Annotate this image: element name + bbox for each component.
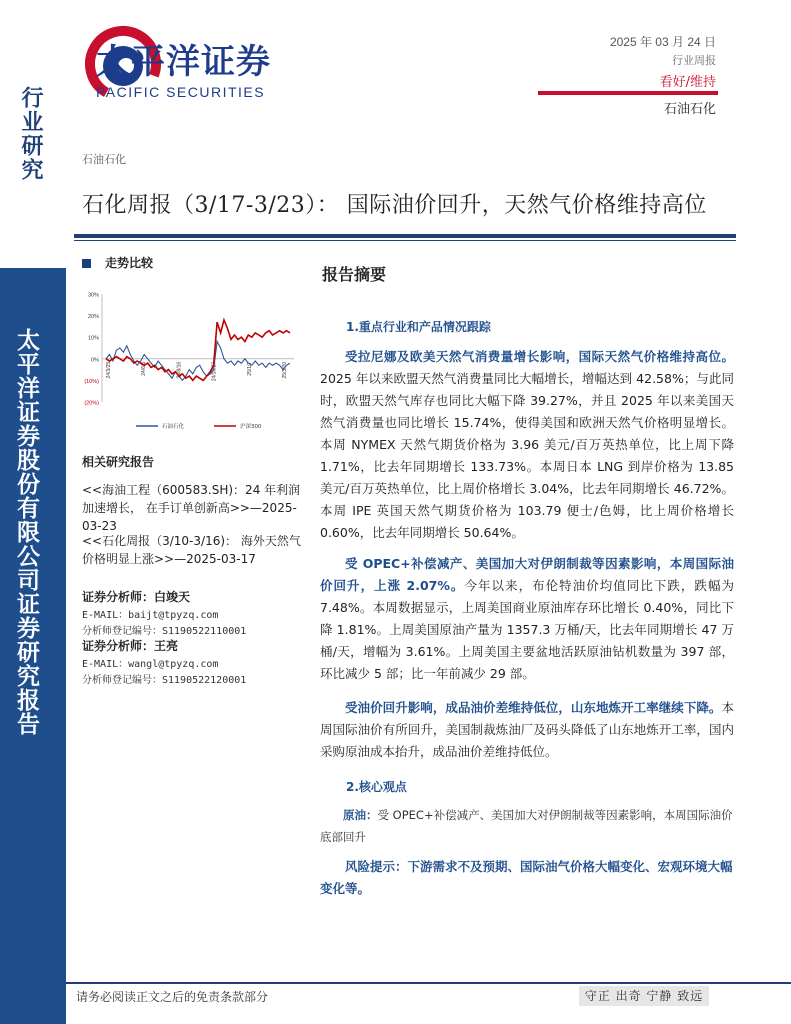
chart-legend-label: 沪深300 xyxy=(240,424,262,430)
paragraph-refining xyxy=(320,697,734,763)
paragraph-refining-lead: 受油价回升影响，成品油价差维持低位，山东地炼开工率继续下降。 xyxy=(345,700,722,715)
chart-x-tick-label: 24/8/16 xyxy=(176,361,183,379)
paragraph-core-view xyxy=(320,804,734,848)
title-divider xyxy=(74,234,736,238)
chart-y-tick-label: 20% xyxy=(87,314,99,321)
chart-x-tick-label: 25/3/20 xyxy=(282,361,288,379)
trend-heading-label: 走势比较 xyxy=(105,256,154,270)
analyst-2-reg: 分析师登记编号：S1190522120001 xyxy=(82,675,247,686)
trend-heading xyxy=(82,254,153,271)
related-report-1[interactable]: <<海油工程（600583.SH)：24 年利润加速增长， 在手订单创新高>>—2025-03-23 xyxy=(82,483,301,533)
footer-disclaimer: 请务必阅读正文之后的免责条款部分 xyxy=(76,990,269,1004)
analyst-2-name: 证券分析师：王亮 xyxy=(82,639,179,653)
square-bullet-icon xyxy=(82,259,91,268)
chart-x-tick-label: 24/6/5 xyxy=(141,361,148,376)
chart-y-tick-label: (10%) xyxy=(84,378,99,385)
chart-series-line-1 xyxy=(106,342,290,381)
trend-chart xyxy=(76,284,302,434)
report-category-label: 行业研究 xyxy=(18,86,44,182)
paragraph-refining-body: 本周国际油价有所回升，美国制裁炼油厂及码头降低了山东地炼开工率，国内采购原油成本抬升，成品油价差维持低位。 xyxy=(320,700,734,759)
page-title: 石化周报（3/17-3/23）： 国际油价回升，天然气价格维持高位 xyxy=(82,193,707,218)
report-date: 2025 年 03 月 24 日 xyxy=(609,35,716,49)
chart-series-line-2 xyxy=(106,320,290,381)
related-heading: 相关研究报告 xyxy=(82,455,155,469)
chart-x-tick-label: 24/3/25 xyxy=(106,361,112,379)
section-2-heading: 2.核心观点 xyxy=(346,780,407,794)
chart-x-tick-label: 25/1/7 xyxy=(246,361,253,376)
analyst-1-reg: 分析师登记编号：S1190522110001 xyxy=(82,626,247,637)
analyst-2-email[interactable]: E-MAIL：wangl@tpyzq.com xyxy=(82,659,219,670)
chart-y-tick-label: (20%) xyxy=(84,400,99,407)
paragraph-crude-oil-body: 今年以来，布伦特油价均值同比下跌，跌幅为 7.48%。本周数据显示，上周美国商业原油库存环比增长 0.40%，同比下降 1.81%。上周美国原油产量为 1357.3 万桶/天，比去年同期增长 47 万桶/天，增幅为 3.61%。上周美国主要盆地活跃原油钻机数量为 397 部，环比减少 5 部；比一年前减少 29 部。 xyxy=(320,578,734,681)
logo-cn-text: 太平洋证券 xyxy=(96,42,271,82)
analyst-1-email[interactable]: E-MAIL：baijt@tpyzq.com xyxy=(82,610,219,621)
chart-y-tick-label: 0% xyxy=(91,357,99,364)
section-1-heading: 1.重点行业和产品情况跟踪 xyxy=(346,320,491,334)
paragraph-crude-oil xyxy=(320,553,734,685)
related-report-2[interactable]: <<石化周报（3/10-3/16)： 海外天然气价格明显上涨>>—2025-03-17 xyxy=(82,534,301,566)
chart-legend-label: 石油石化 xyxy=(162,424,185,430)
footer-motto: 守正 出奇 宁静 致远 xyxy=(579,986,709,1006)
report-type: 行业周报 xyxy=(672,54,716,67)
industry-name: 石油石化 xyxy=(663,102,716,117)
footer-divider xyxy=(66,982,791,984)
summary-heading: 报告摘要 xyxy=(322,265,387,284)
title-divider-thin xyxy=(74,240,736,241)
paragraph-crude-oil-lead: 受 OPEC+补偿减产、美国加大对伊朗制裁等因素影响，本周国际油价回升，上涨 2.07%。 xyxy=(320,556,734,593)
analyst-1-name: 证券分析师：白竣天 xyxy=(82,590,191,604)
breadcrumb: 石油石化 xyxy=(82,153,126,166)
paragraph-core-view-body: 受 OPEC+补偿减产、美国加大对伊朗制裁等因素影响，本周国际油价底部回升 xyxy=(320,808,733,844)
risk-warning: 风险提示：下游需求不及预期、国际油气价格大幅变化、宏观环境大幅变化等。 xyxy=(320,859,733,896)
sidebar xyxy=(0,0,66,1024)
chart-x-tick-label: 24/10/27 xyxy=(211,361,218,382)
logo-en-text: PACIFIC SECURITIES xyxy=(96,84,266,100)
paragraph-natural-gas xyxy=(320,346,734,544)
industry-rating: 看好/维持 xyxy=(659,75,716,90)
chart-y-tick-label: 10% xyxy=(87,335,99,342)
header-red-bar xyxy=(538,91,718,95)
paragraph-natural-gas-lead: 受拉尼娜及欧美天然气消费量增长影响，国际天然气价格维持高位。 xyxy=(345,349,734,364)
company-vertical-label: 太平洋证券股份有限公司证券研究报告 xyxy=(13,328,40,736)
paragraph-natural-gas-body: 2025 年以来欧盟天然气消费量同比大幅增长，增幅达到 42.58%；与此同时，欧盟天然气库存也同比大幅下降 39.27%，并且 2025 年以来美国天然气消费量也同比增长 15.74%，使得美国和欧洲天然气价格明显增长。本周 NYMEX 天然气期货价格为 3.96 美元/百万英热单位，比上周下降 1.71%，比去年同期增长 133.73%。本周日本 LNG 到岸价格为 13.85 美元/百万英热单位，比上周价格增长 3.04%，比去年同期增长 46.72%。本周 IPE 英国天然气期货价格为 103.79 便士/色姆，比上周价格增长 0.60%，比去年同期增长 50.64%。 xyxy=(320,371,734,540)
chart-y-tick-label: 30% xyxy=(87,292,99,299)
paragraph-core-view-lead: 原油： xyxy=(343,808,378,822)
